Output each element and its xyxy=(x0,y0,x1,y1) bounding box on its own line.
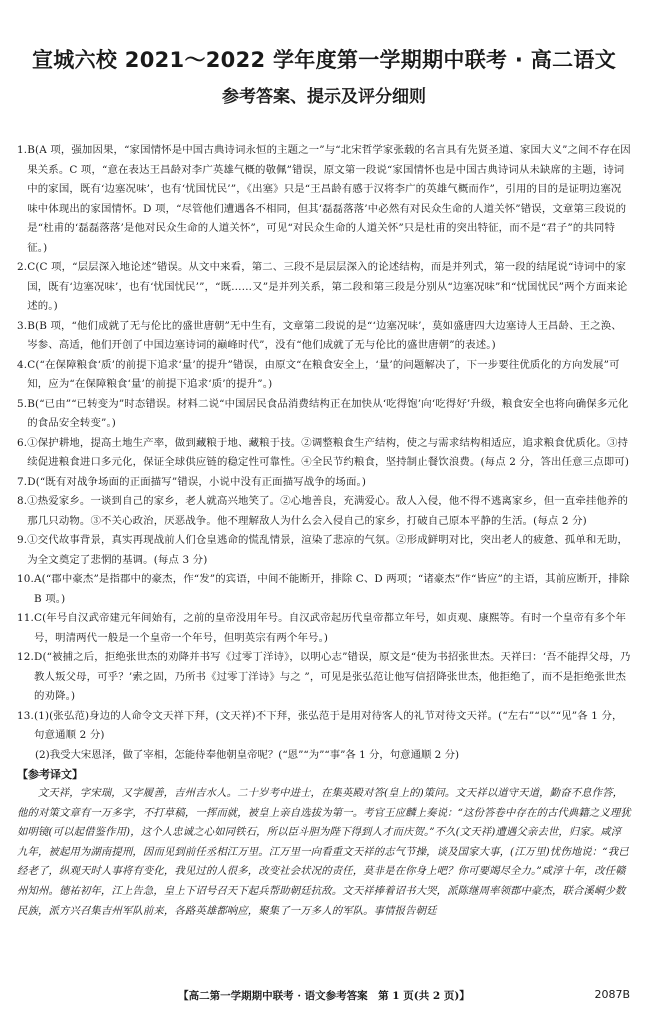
answer-number: 1. xyxy=(17,144,28,156)
answer-item-1 xyxy=(17,141,631,258)
answer-number: 4. xyxy=(17,358,28,371)
answer-item-2 xyxy=(17,258,631,317)
answer-item-3 xyxy=(17,317,631,356)
page-subtitle: 参考答案、提示及评分细则 xyxy=(222,87,426,107)
answer-number: 9. xyxy=(17,534,28,546)
answer-number: 12. xyxy=(17,651,34,663)
answer-item-11 xyxy=(17,609,631,648)
answer-number: 2. xyxy=(17,261,28,273)
answer-text: ①热爱家乡。一谈到自己的家乡，老人就高兴地笑了。②心地善良，充满爱心。敌人入侵，他不得不逃离家乡，但一直牵挂他养的那几只动物。③不关心政治，厌恶战争。他不理解敌人为什么会入侵自己的家乡，打破自己原本平静的生活。(每点 2 分) xyxy=(27,495,629,527)
answer-item-5 xyxy=(17,395,631,434)
answer-number: 7. xyxy=(17,475,28,488)
answer-text: D(“既有对战争场面的正面描写”错误，小说中没有正面描写战争的场面。) xyxy=(27,475,367,488)
footer-page-info: 【高二第一学期期中联考 · 语文参考答案 第 1 页(共 2 页)】 xyxy=(178,990,470,1002)
translation-text: 文天祥，字宋瑞，又字履善，吉州吉水人。二十岁考中进士，在集英殿对答(皇上的)策问。文天祥以道守天道，勤奋不息作答，他的对策文章有一万多字，不打草稿，一挥而就，被皇上亲自选拔为第一。考官王应麟上奏说：“这份答卷中存在的古代典籍之义理犹如明镜(可以起借鉴作用)，这个人忠诚之心如同铁石，所以臣斗胆为陛下得到人才而庆贺。”不久(文天祥)遭遇父亲去世，归家。咸淳九年，被起用为湖南提刑，因而见到前任丞相江万里。江万里一向看重文天祥的志气节操，谈及国家大事，(江万里)忧伤地说：“我已经老了，纵观天时人事将有变化，我见过的人很多，改变社会状况的责任，莫非是在你身上吧？你可要竭尽全力。”咸淳十年，改任赣州知州。德祐初年，江上告急，皇上下诏号召天下起兵帮助朝廷抗敌。文天祥捧着诏书大哭，派陈继周率领郡中豪杰，联合溪峒少数民族，派方兴召集吉州军队前来，各路英雄都响应，聚集了一万多人的军队。事情报告朝廷 xyxy=(17,787,631,917)
answer-body xyxy=(17,141,631,921)
translation-heading: 【参考译文】 xyxy=(17,768,83,781)
answer-number: 13. xyxy=(17,709,34,722)
answer-item-7 xyxy=(17,473,631,493)
answer-text: ①交代故事背景，真实再现战前人们仓皇逃命的慌乱情景，渲染了悲凉的气氛。②形成鲜明对比，突出老人的疲惫、孤单和无助，为全文奠定了悲惘的基调。(每点 3 分) xyxy=(27,534,629,566)
answer-number: 10. xyxy=(17,573,34,585)
answer-text: A(“郡中豪杰”是指郡中的豪杰，作“发”的宾语，中间不能断开，排除 C、D 两项；“诸豪杰”作“皆应”的主语，其前应断开，排除 B 项。) xyxy=(33,573,630,605)
answer-item-13-part-2: (2)我受大宋恩泽，做了宰相，怎能侍奉他朝皇帝呢？(“恩”“为”“事”各 1 分，句意通顺 2 分) xyxy=(35,748,460,761)
answer-item-9 xyxy=(17,531,631,570)
answer-text: C(C 项，“层层深入地论述”错误。从文中来看，第二、三段不是层层深入的论述结构，而是并列式，第一段的结尾说“诗词中的家国，既有‘边塞况味’，也有‘忧国忧民’”，“既……又”是并列关系，第二段和第三段是分别从“边塞况味”和“忧国忧民”两个方面来论述的。) xyxy=(27,261,628,312)
answer-item-12 xyxy=(17,648,631,707)
answer-number: 5. xyxy=(17,397,28,410)
answer-item-6 xyxy=(17,434,631,473)
page-footer xyxy=(0,988,648,1004)
answer-text: ①保护耕地，提高土地生产率，做到藏粮于地、藏粮于技。②调整粮食生产结构，使之与需求结构相适应，追求粮食优质化。③持续促进粮食进口多元化，保证全球供应链的稳定性可靠性。④全民节约粮食，坚持制止餐饮浪费。(每点 2 分，答出任意三点即可) xyxy=(27,436,630,468)
answer-number: 3. xyxy=(17,319,28,332)
answer-item-13 xyxy=(17,707,631,746)
answer-text: B(B 项，“他们成就了无与伦比的盛世唐朝”无中生有，文章第二段说的是“‘边塞况味’，莫如盛唐四大边塞诗人王昌龄、王之涣、岑参、高适，他们开创了中国边塞诗词的巅峰时代”，没有“他们成就了无与伦比的盛世唐朝”的表述。) xyxy=(27,319,622,351)
answer-text: D(“被捕之后，拒绝张世杰的劝降并书写《过零丁洋诗》，以明心志”错误，原文是“使为书招张世杰。天祥曰：‘吾不能捍父母，乃教人叛父母，可乎？’索之固，乃所书《过零丁洋诗》与之 ”，可见是张弘范让他写信招降张世杰，他拒绝了，而不是拒绝张世杰的劝降。) xyxy=(33,651,631,702)
answer-item-8 xyxy=(17,492,631,531)
answer-text: B(A 项，强加因果，“家国情怀是中国古典诗词永恒的主题之一”与“北宋哲学家张载的名言具有先贤圣道、家国大义”之间不存在因果关系。C 项，“意在表达王昌龄对李广英雄气概的敬佩”错误，原文第一段说“家国情怀也是中国古典诗词从未缺席的主题，诗词中的家国，既有‘边塞况味’，也有‘忧国忧民’”，《出塞》只是“王昌龄有感于汉将李广的英雄气概而作”，引用的目的是证明边塞况味中体现出的家国情怀。D 项，“尽管他们遭遇各不相同，但其‘磊磊落落’中必然有对民众生命的人道关怀”错误，文章第三段说的是“杜甫的‘磊磊落落’是他对民众生命的人道关怀”，可见“对民众生命的人道关怀”只是杜甫的突出特征，而不是“君子”的共同特征。) xyxy=(27,144,631,254)
page-title: 宣城六校 2021～2022 学年度第一学期期中联考 · 高二语文 xyxy=(31,48,616,72)
answer-text: C(“在保障粮食‘质’的前提下追求‘量’的提升”错误，由原文“在粮食安全上，‘量’的问题解决了，下一步要往优质化的方向发展”可知，应为“在保障粮食‘量’的前提下追求‘质’的提升”。) xyxy=(27,358,620,390)
answer-item-10 xyxy=(17,570,631,609)
answer-text: (1)(张弘范)身边的人命令文天祥下拜，(文天祥)不下拜，张弘范于是用对待客人的礼节对待文天祥。(“左右”“以”“见”各 1 分，句意通顺 2 分) xyxy=(33,709,623,741)
answer-item-4 xyxy=(17,356,631,395)
answer-number: 6. xyxy=(17,436,28,449)
answer-number: 11. xyxy=(17,612,34,624)
answer-text: C(年号自汉武帝建元年间始有，之前的皇帝没用年号。自汉武帝起历代皇帝都立年号，如贞观、康熙等。有时一个皇帝有多个年号，明清两代一般是一个皇帝一个年号，但明英宗有两个年号。) xyxy=(33,612,627,644)
answer-text: B(“已由”“已转变为”时态错误。材料二说“中国居民食品消费结构正在加快从‘吃得饱’向‘吃得好’升级，粮食安全也将向确保多元化的食品安全转变”。) xyxy=(27,397,629,429)
answer-number: 8. xyxy=(17,495,28,507)
footer-code: 2087B xyxy=(594,988,630,1001)
